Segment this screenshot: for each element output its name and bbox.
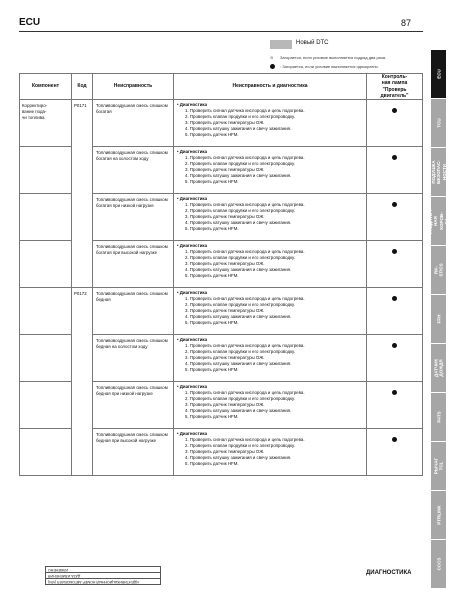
lamp-cell xyxy=(367,241,423,288)
diagnosis-title: • Диагностика xyxy=(177,431,208,436)
dtc-code: P0172 xyxy=(72,288,93,335)
component-cell-continued xyxy=(20,194,72,241)
dtc-code xyxy=(72,335,93,382)
tab-label: РЫЧАГ TCL xyxy=(433,457,444,475)
diagnosis-step: 5. Проверить датчик HFM. xyxy=(185,178,239,184)
diagnosis-step: 4. Проверить катушку зажигания и свечу зажигания. xyxy=(185,125,292,131)
stamp-line: ИДЕНТИФИКАЦИОННЫЙ НОМЕР АВТОМОБИЛЯ (VIN) xyxy=(46,579,161,585)
diagnosis-step: 5. Проверить датчик HFM. xyxy=(185,366,239,372)
diagnosis-step: 5. Проверить датчик HFM. xyxy=(185,272,239,278)
diagnosis-step: 3. Проверить датчик температуры ОЖ. xyxy=(185,119,265,125)
fault-condition: Топливовоздушная смесь слишком бедная при высокой нагрузке xyxy=(93,429,174,476)
check-engine-dot-icon xyxy=(392,296,397,301)
component-cell-continued xyxy=(20,382,72,429)
tab-label: ПОДУШКА БЕЗОПАС- НОСТИ xyxy=(430,160,447,184)
col-code: Код xyxy=(72,74,93,100)
dtc-code xyxy=(72,147,93,194)
diagnosis-step: 1. Проверить сигнал датчика кислорода и цепь подогрева. xyxy=(185,436,305,442)
diagnosis-step: 4. Проверить катушку зажигания и свечу зажигания. xyxy=(185,360,292,366)
diagnosis-step: 2. Проверить клапан продувки и его электропроводку. xyxy=(185,160,296,166)
stamp-line: ИЗМЕНЕНО xyxy=(46,567,161,573)
check-engine-dot-icon xyxy=(392,249,397,254)
table-header-row xyxy=(20,74,423,100)
tab-label: CCCS xyxy=(435,557,441,571)
tab-label: TCU xyxy=(435,118,441,128)
col-fault: Неисправность xyxy=(93,74,174,100)
check-engine-dot-icon xyxy=(392,437,397,442)
table-row xyxy=(20,288,423,335)
section-title: ECU xyxy=(19,17,41,28)
table-row xyxy=(20,194,423,241)
check-engine-dot-icon xyxy=(392,343,397,348)
diagnosis-step: 3. Проверить датчик температуры ОЖ. xyxy=(185,307,265,313)
section-tabs xyxy=(427,50,449,589)
tab-label: ECU xyxy=(435,69,441,79)
table-row xyxy=(20,382,423,429)
tab-label: RK-STICS xyxy=(433,263,444,277)
fault-condition: Топливовоздушная смесь слишком бедная xyxy=(93,288,174,335)
tab-label: PATS xyxy=(435,411,441,423)
component-cell-continued xyxy=(20,429,72,476)
diagnosis-step: 3. Проверить датчик температуры ОЖ. xyxy=(185,213,265,219)
new-dtc-swatch xyxy=(270,40,292,49)
diagnosis-step: 5. Проверить датчик HFM. xyxy=(185,319,239,325)
tab-label: PTRLINK xyxy=(435,505,441,525)
diagnosis-step: 3. Проверить датчик температуры ОЖ. xyxy=(185,354,265,360)
diagnosis-step: 4. Проверить катушку зажигания и свечу зажигания. xyxy=(185,454,292,460)
tab-label: ДАТЧИК ДОЖДЯ xyxy=(433,358,444,378)
diagnosis-title: • Диагностика xyxy=(177,243,208,248)
tab-раздаточ-ная-короб-ка[interactable] xyxy=(427,197,449,245)
col-check-engine-lamp: Контроль- ная лампа "Проверь двигатель" xyxy=(367,74,423,100)
tab-рычаг-tcl[interactable] xyxy=(429,442,446,490)
tab-label: FFH xyxy=(435,314,441,324)
component-cell-continued xyxy=(20,241,72,288)
table-row xyxy=(20,241,423,288)
diagnosis-step: 1. Проверить сигнал датчика кислорода и цепь подогрева. xyxy=(185,154,305,160)
diagnosis-step: 2. Проверить клапан продувки и его электропроводку. xyxy=(185,301,296,307)
check-engine-dot-icon xyxy=(392,108,397,113)
lamp-cell xyxy=(367,382,423,429)
diagnosis-step: 5. Проверить датчик HFM. xyxy=(185,460,239,466)
fault-condition: Топливовоздушная смесь слишком бедная при низкой нагрузке xyxy=(93,382,174,429)
legend-line-double xyxy=(270,55,386,60)
footer-section-label: ДИАГНОСТИКА xyxy=(366,570,412,576)
lamp-cell xyxy=(367,147,423,194)
diagnosis-cell xyxy=(174,288,367,335)
diagnosis-step: 3. Проверить датчик температуры ОЖ. xyxy=(185,448,265,454)
dtc-code: P0171 xyxy=(72,100,93,147)
table-row xyxy=(20,429,423,476)
diagnosis-cell xyxy=(174,429,367,476)
diagnosis-step: 4. Проверить катушку зажигания и свечу зажигания. xyxy=(185,313,292,319)
diagnosis-cell xyxy=(174,194,367,241)
check-engine-dot-icon xyxy=(392,390,397,395)
legend-line-single xyxy=(270,64,379,69)
fault-condition: Топливовоздушная смесь слишком богатая при низкой нагрузке xyxy=(93,194,174,241)
diagnosis-step: 1. Проверить сигнал датчика кислорода и цепь подогрева. xyxy=(185,201,305,207)
double-trip-symbol: ⊙ xyxy=(270,55,274,60)
tab-ptrlink[interactable] xyxy=(429,491,446,539)
fault-condition: Топливовоздушная смесь слишком богатая при высокой нагрузке xyxy=(93,241,174,288)
diagnosis-step: 2. Проверить клапан продувки и его электропроводку. xyxy=(185,207,296,213)
diagnosis-step: 2. Проверить клапан продувки и его электропроводку. xyxy=(185,442,296,448)
revision-stamp xyxy=(45,566,161,585)
diagnosis-step: 2. Проверить клапан продувки и его электропроводку. xyxy=(185,254,296,260)
table-row xyxy=(20,335,423,382)
stamp-line: ДАТА ИЗМЕНЕНИЯ xyxy=(46,573,161,579)
legend-text-double: Загорается, если условие выполняется подряд два раза. xyxy=(280,55,387,60)
fault-condition: Топливовоздушная смесь слишком богатая xyxy=(93,100,174,147)
tab-ffh[interactable] xyxy=(429,295,446,343)
diagnosis-cell xyxy=(174,100,367,147)
tab-датчик-дождя[interactable] xyxy=(429,344,446,392)
diagnosis-step: 1. Проверить сигнал датчика кислорода и цепь подогрева. xyxy=(185,295,305,301)
lamp-cell xyxy=(367,288,423,335)
diagnosis-step: 2. Проверить клапан продувки и его электропроводку. xyxy=(185,395,296,401)
diagnosis-cell xyxy=(174,335,367,382)
dtc-code xyxy=(72,429,93,476)
diagnosis-step: 4. Проверить катушку зажигания и свечу зажигания. xyxy=(185,407,292,413)
diagnosis-cell xyxy=(174,241,367,288)
diagnosis-cell xyxy=(174,147,367,194)
tab-tcu[interactable] xyxy=(429,99,446,147)
filled-dot-icon xyxy=(270,64,275,69)
diagnosis-step: 3. Проверить датчик температуры ОЖ. xyxy=(185,401,265,407)
diagnosis-title: • Диагностика xyxy=(177,196,208,201)
table-row xyxy=(20,147,423,194)
diagnosis-title: • Диагностика xyxy=(177,384,208,389)
diagnosis-cell xyxy=(174,382,367,429)
diagnosis-step: 5. Проверить датчик HFM. xyxy=(185,225,239,231)
tab-label: РАЗДАТОЧ- НАЯ КОРОБ- КА xyxy=(427,208,449,234)
check-engine-dot-icon xyxy=(392,202,397,207)
diagnosis-step: 5. Проверить датчик HFM. xyxy=(185,131,239,137)
diagnosis-step: 2. Проверить клапан продувки и его электропроводку. xyxy=(185,113,296,119)
diagnosis-title: • Диагностика xyxy=(177,290,208,295)
legend-text-single: : Загорается, если условие выполняется однократно. xyxy=(280,64,379,69)
new-dtc-label: Новый DTC xyxy=(296,40,329,46)
diagnosis-step: 5. Проверить датчик HFM. xyxy=(185,413,239,419)
tab-ecu[interactable] xyxy=(429,50,446,98)
component-cell-continued xyxy=(20,335,72,382)
header-rule xyxy=(19,31,423,32)
lamp-cell xyxy=(367,429,423,476)
diagnosis-step: 1. Проверить сигнал датчика кислорода и цепь подогрева. xyxy=(185,342,305,348)
fault-condition: Топливовоздушная смесь слишком бедная на холостом ходу xyxy=(93,335,174,382)
component-cell-continued xyxy=(20,288,72,335)
fault-condition: Топливовоздушная смесь слишком богатая на холостом ходу xyxy=(93,147,174,194)
diagnosis-step: 3. Проверить датчик температуры ОЖ. xyxy=(185,166,265,172)
diagnosis-step: 4. Проверить катушку зажигания и свечу зажигания. xyxy=(185,172,292,178)
diagnosis-step: 4. Проверить катушку зажигания и свечу зажигания. xyxy=(185,219,292,225)
tab-rk-stics[interactable] xyxy=(429,246,446,294)
table-row xyxy=(20,100,423,147)
tab-pats[interactable] xyxy=(429,393,446,441)
diagnosis-title: • Диагностика xyxy=(177,337,208,342)
diagnosis-step: 1. Проверить сигнал датчика кислорода и цепь подогрева. xyxy=(185,389,305,395)
page-number: 87 xyxy=(401,18,412,28)
dtc-code xyxy=(72,194,93,241)
component-cell: Корректиро- вание пода- чи топлива xyxy=(20,100,72,147)
tab-подушка-безопас-ности[interactable] xyxy=(429,148,446,196)
lamp-cell xyxy=(367,335,423,382)
dtc-table xyxy=(19,73,423,476)
col-diagnosis: Неисправность и диагностика xyxy=(174,74,367,100)
dtc-code xyxy=(72,382,93,429)
diagnosis-step: 3. Проверить датчик температуры ОЖ. xyxy=(185,260,265,266)
diagnosis-title: • Диагностика xyxy=(177,149,208,154)
component-cell-continued xyxy=(20,147,72,194)
diagnosis-step: 4. Проверить катушку зажигания и свечу зажигания. xyxy=(185,266,292,272)
diagnosis-step: 1. Проверить сигнал датчика кислорода и цепь подогрева. xyxy=(185,107,305,113)
lamp-cell xyxy=(367,100,423,147)
dtc-code xyxy=(72,241,93,288)
diagnosis-title: • Диагностика xyxy=(177,102,208,107)
col-component: Компонент xyxy=(20,74,72,100)
diagnosis-step: 1. Проверить сигнал датчика кислорода и цепь подогрева. xyxy=(185,248,305,254)
check-engine-dot-icon xyxy=(392,155,397,160)
tab-cccs[interactable] xyxy=(429,540,446,588)
lamp-cell xyxy=(367,194,423,241)
diagnosis-step: 2. Проверить клапан продувки и его электропроводку. xyxy=(185,348,296,354)
